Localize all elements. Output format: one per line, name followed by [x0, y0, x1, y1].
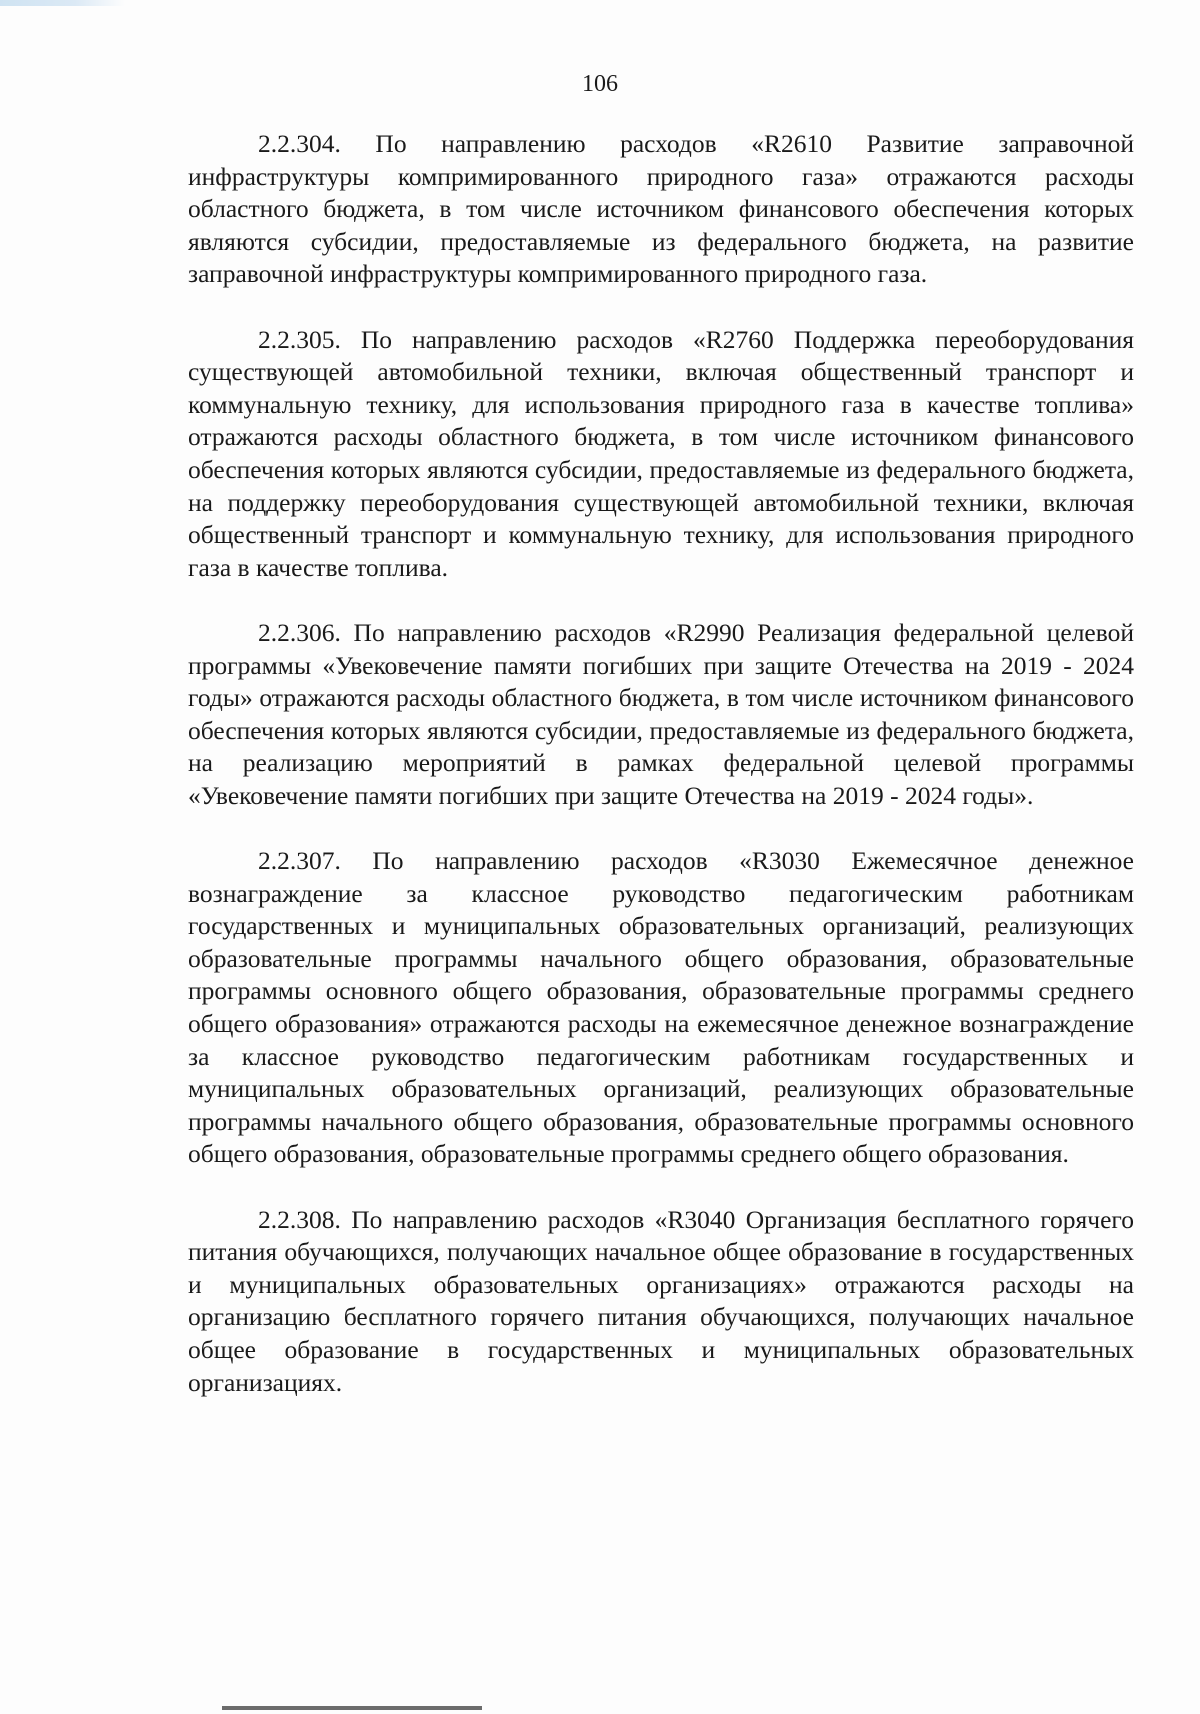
page-number: 106: [582, 71, 618, 97]
paragraph-2-2-308: 2.2.308. По направлению расходов «R3040 Организация бесплатного горячего питания обучающихся, получающих начальное общее образование в государственных и муниципальных образовательных организациях» отражаются расходы на организацию бесплатного горячего питания обучающихся, получающих начальное общее образование в государственных и муниципальных образовательных организациях.: [188, 1204, 1134, 1397]
paragraph-2-2-305: 2.2.305. По направлению расходов «R2760 Поддержка переоборудования существующей автомобильной техники, включая общественный транспорт и коммунальную технику, для использования природного газа в качестве топлива» отражаются расходы областного бюджета, в том числе источником финансового обеспечения которых являются субсидии, предоставляемые из федерального бюджета, на поддержку переоборудования существующей автомобильной техники, включая общественный транспорт и коммунальную технику, для использования природного газа в качестве топлива.: [188, 324, 1134, 582]
scan-artifact-bottom: [222, 1706, 482, 1710]
scan-artifact-top: [0, 0, 125, 6]
paragraph-2-2-307: 2.2.307. По направлению расходов «R3030 Ежемесячное денежное вознаграждение за классное руководство педагогическим работникам государственных и муниципальных образовательных организаций, реализующих образовательные программы начального общего образования, образовательные программы основного общего образования, образовательные программы среднего общего образования» отражаются расходы на ежемесячное денежное вознаграждение за классное руководство педагогическим работникам государственных и муниципальных образовательных организаций, реализующих образовательные программы начального общего образования, образовательные программы основного общего образования, образовательные программы среднего общего образования.: [188, 846, 1134, 1169]
paragraph-2-2-304: 2.2.304. По направлению расходов «R2610 Развитие заправочной инфраструктуры компримированного природного газа» отражаются расходы областного бюджета, в том числе источником финансового обеспечения которых являются субсидии, предоставляемые из федерального бюджета, на развитие заправочной инфраструктуры компримированного природного газа.: [188, 129, 1134, 289]
paragraph-2-2-306: 2.2.306. По направлению расходов «R2990 Реализация федеральной целевой программы «Увековечение памяти погибших при защите Отечества на 2019 - 2024 годы» отражаются расходы областного бюджета, в том числе источником финансового обеспечения которых являются субсидии, предоставляемые из федерального бюджета, на реализацию мероприятий в рамках федеральной целевой программы «Увековечение памяти погибших при защите Отечества на 2019 - 2024 годы».: [188, 617, 1134, 810]
document-body: [188, 128, 1134, 1399]
